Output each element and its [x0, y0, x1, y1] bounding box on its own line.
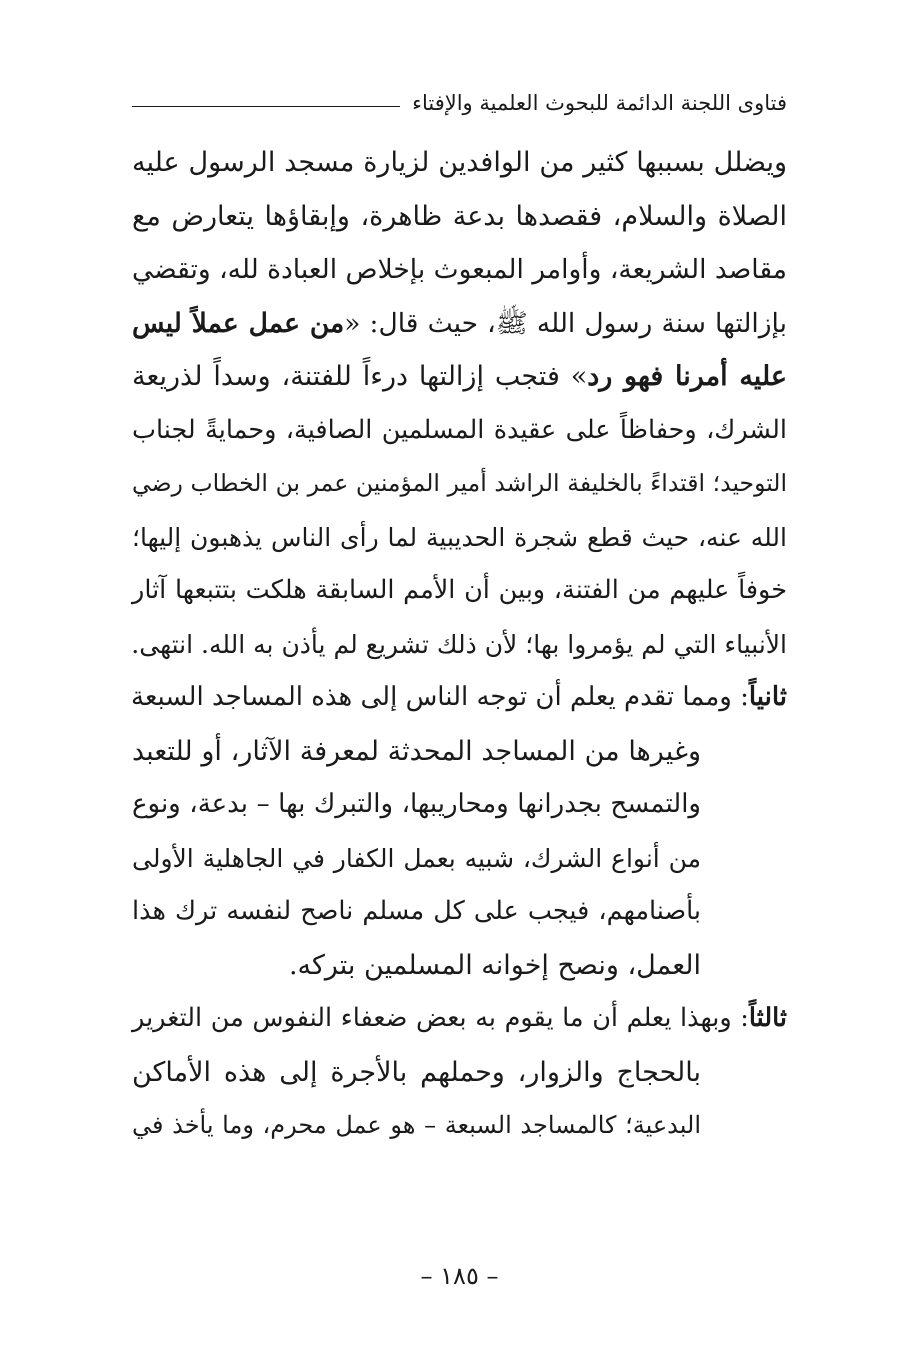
text-line-18: بالحجاج والزوار، وحملهم بالأجرة إلى هذه الأماكن	[132, 1056, 701, 1088]
text-line-5: عليه أمرنا فهو رد» فتجب إزالتها درءاً للفتنة، وسداً لذريعة	[132, 361, 788, 392]
text-line-3: مقاصد الشريعة، وأوامر المبعوث بإخلاص العبادة لله، وتقضي	[132, 254, 787, 285]
body-text	[132, 136, 787, 1153]
running-head-rule	[132, 106, 400, 107]
page-number: – ١٨٥ –	[420, 1262, 499, 1290]
point-label-third: ثالثاً	[748, 1003, 787, 1033]
text-line-19: البدعية؛ كالمساجد السبعة – هو عمل محرم، وما يأخذ في	[132, 1111, 701, 1139]
text-line-4: بإزالتها سنة رسول الله ﷺ، حيث قال: «من عمل عملاً ليس	[132, 307, 788, 339]
text-line-7: التوحيد؛ اقتداءً بالخليفة الراشد أمير المؤمنين عمر بن الخطاب رضي	[132, 469, 787, 497]
text-line-2: الصلاة والسلام، فقصدها بدعة ظاهرة، وإبقاؤها يتعارض مع	[132, 200, 787, 232]
text-line-13: والتمسح بجدرانها ومحاريبها، والتبرك بها – بدعة، ونوع	[132, 789, 701, 819]
text-line-12: وغيرها من المساجد المحدثة لمعرفة الآثار، أو للتعبد	[132, 735, 701, 767]
text-line-10: الأنبياء التي لم يؤمروا بها؛ لأن ذلك تشريع لم يأذن به الله. انتهى.	[131, 629, 787, 659]
hadith-quote-end: عليه أمرنا فهو رد	[587, 361, 788, 392]
text-line-17: ثالثاً: وبهذا يعلم أن ما يقوم به بعض ضعفاء النفوس من التغرير	[132, 1003, 787, 1033]
text-line-9: خوفاً عليهم من الفتنة، وبين أن الأمم السابقة هلكت بتتبعها آثار	[132, 575, 787, 605]
text-line-16: العمل، ونصح إخوانه المسلمين بتركه.	[288, 949, 701, 981]
text-line-15: بأصنامهم، فيجب على كل مسلم ناصح لنفسه ترك هذا	[132, 896, 701, 926]
point-label-second: ثانياً	[748, 682, 787, 712]
text-line-14: من أنواع الشرك، شبيه بعمل الكفار في الجاهلية الأولى	[132, 843, 701, 873]
text-line-1: ويضلل بسببها كثير من الوافدين لزيارة مسجد الرسول عليه	[132, 147, 787, 178]
running-head-title: فتاوى اللجنة الدائمة للبحوث العلمية والإفتاء	[412, 91, 787, 115]
text-line-8: الله عنه، حيث قطع شجرة الحديبية لما رأى الناس يذهبون إليها؛	[132, 522, 787, 552]
running-head	[132, 86, 787, 120]
text-line-11: ثانياً: ومما تقدم يعلم أن توجه الناس إلى هذه المساجد السبعة	[131, 682, 787, 712]
text-line-6: الشرك، وحفاظاً على عقيدة المسلمين الصافية، وحمايةً لجناب	[132, 414, 787, 445]
hadith-quote-start: من عمل عملاً ليس	[132, 307, 345, 339]
